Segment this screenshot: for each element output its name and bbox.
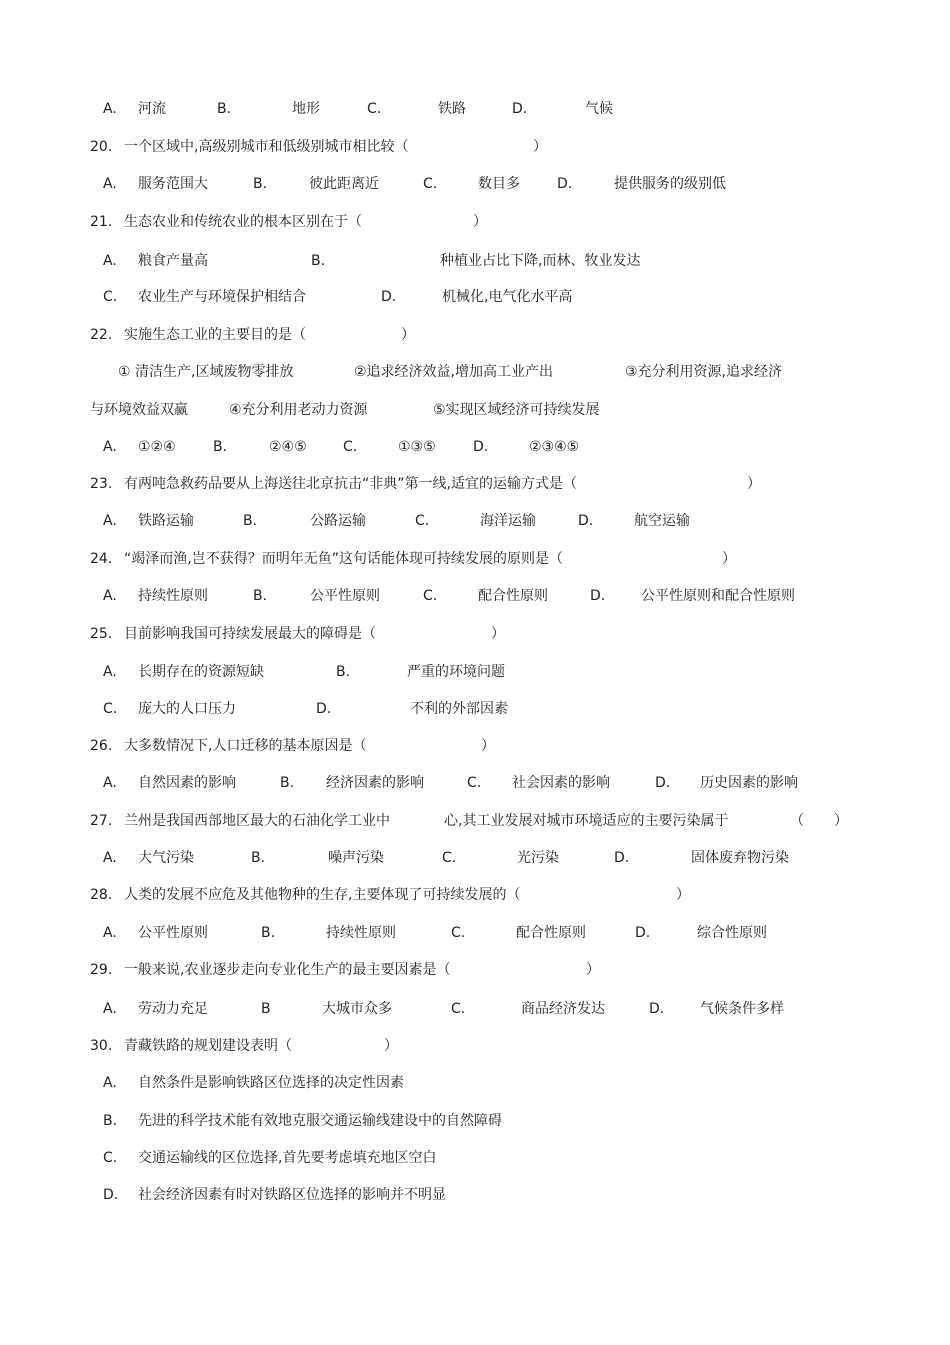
- option-letter: B.: [253, 176, 268, 192]
- answer-paren: ）: [747, 476, 761, 492]
- option-text: ①②④: [138, 439, 176, 455]
- option-letter: A.: [103, 253, 117, 269]
- option-text: 地形: [292, 101, 320, 117]
- question-number: 21.: [90, 214, 113, 230]
- option-letter: B.: [243, 513, 258, 529]
- option-text: 光污染: [517, 850, 559, 866]
- option-letter: B.: [213, 439, 228, 455]
- question-number: 25.: [90, 626, 113, 642]
- option-letter: A.: [103, 588, 117, 604]
- option-letter: C.: [415, 513, 430, 529]
- question-number: 23.: [90, 476, 113, 492]
- option-text: ①③⑤: [398, 439, 436, 455]
- question-stem: “竭泽而渔,岂不获得？而明年无鱼”这句话能体现可持续发展的原则是（: [124, 551, 563, 567]
- option-text: 持续性原则: [326, 925, 396, 941]
- option-letter: A.: [103, 664, 117, 680]
- option-text: 先进的科学技术能有效地克服交通运输线建设中的自然障碍: [138, 1113, 502, 1129]
- question-number: 26.: [90, 738, 113, 754]
- option-letter: B.: [217, 101, 232, 117]
- option-letter: D.: [557, 176, 573, 192]
- option-letter: A.: [103, 176, 117, 192]
- option-text: 服务范围大: [138, 176, 208, 192]
- question-stem: 青藏铁路的规划建设表明（: [124, 1038, 292, 1054]
- option-letter: A.: [103, 925, 117, 941]
- option-letter: D.: [590, 588, 606, 604]
- option-letter: A.: [103, 850, 117, 866]
- option-letter: B.: [103, 1113, 118, 1129]
- option-text: 气候: [585, 101, 613, 117]
- option-text: 种植业占比下降,而林、牧业发达: [440, 253, 641, 269]
- option-letter: C.: [423, 588, 438, 604]
- option-text: 严重的环境问题: [407, 664, 505, 680]
- option-letter: D.: [473, 439, 489, 455]
- option-letter: B.: [336, 664, 351, 680]
- answer-paren: ）: [401, 327, 415, 343]
- option-letter: B.: [261, 925, 276, 941]
- option-text: ②追求经济效益,增加高工业产出: [354, 364, 554, 380]
- option-letter: B.: [251, 850, 266, 866]
- option-text: 铁路运输: [138, 513, 194, 529]
- option-text: ②③④⑤: [529, 439, 580, 455]
- option-text: 与环境效益双赢: [90, 402, 188, 418]
- answer-paren: ）: [722, 551, 736, 567]
- question-number: 20.: [90, 139, 113, 155]
- question-stem: 实施生态工业的主要目的是（: [124, 327, 306, 343]
- option-letter: A.: [103, 513, 117, 529]
- option-text: 庞大的人口压力: [138, 701, 236, 717]
- answer-paren: （: [790, 813, 804, 829]
- option-text: 交通运输线的区位选择,首先要考虑填充地区空白: [138, 1150, 437, 1166]
- question-stem: 大多数情况下,人口迁移的基本原因是（: [124, 738, 367, 754]
- question-number: 24.: [90, 551, 113, 567]
- option-text: 大气污染: [138, 850, 194, 866]
- option-text: 长期存在的资源短缺: [138, 664, 264, 680]
- option-text: 公平性原则: [138, 925, 208, 941]
- option-text: 公平性原则: [310, 588, 380, 604]
- answer-paren: ）: [533, 139, 547, 155]
- option-text: 配合性原则: [516, 925, 586, 941]
- option-letter: D.: [649, 1001, 665, 1017]
- option-text: 历史因素的影响: [700, 775, 798, 791]
- option-text: 农业生产与环境保护相结合: [138, 289, 306, 305]
- option-text: 自然因素的影响: [138, 775, 236, 791]
- question-number: 27.: [90, 813, 113, 829]
- option-letter: D.: [103, 1187, 119, 1203]
- option-letter: A.: [103, 1075, 117, 1091]
- option-text: 气候条件多样: [700, 1001, 784, 1017]
- option-text: 航空运输: [634, 513, 690, 529]
- option-text: 社会经济因素有时对铁路区位选择的影响并不明显: [138, 1187, 446, 1203]
- option-text: 海洋运输: [480, 513, 536, 529]
- option-letter: C.: [423, 176, 438, 192]
- option-text: 劳动力充足: [138, 1001, 208, 1017]
- option-letter: C.: [343, 439, 358, 455]
- option-letter: C.: [467, 775, 482, 791]
- option-letter: C.: [367, 101, 382, 117]
- option-letter: A.: [103, 439, 117, 455]
- answer-paren: ）: [481, 738, 495, 754]
- option-letter: B.: [253, 588, 268, 604]
- question-stem: 一个区域中,高级别城市和低级别城市相比较（: [124, 139, 409, 155]
- option-text: 机械化,电气化水平高: [442, 289, 573, 305]
- option-text: 大城市众多: [322, 1001, 392, 1017]
- question-number: 28.: [90, 887, 113, 903]
- option-letter: D.: [381, 289, 397, 305]
- option-letter: B: [261, 1001, 271, 1017]
- option-text: 配合性原则: [478, 588, 548, 604]
- option-text: 持续性原则: [138, 588, 208, 604]
- option-letter: C.: [451, 925, 466, 941]
- question-number: 30.: [90, 1038, 113, 1054]
- option-letter: C.: [103, 289, 118, 305]
- answer-paren: ）: [384, 1038, 398, 1054]
- option-text: 粮食产量高: [138, 253, 208, 269]
- option-letter: B.: [280, 775, 295, 791]
- option-text: 铁路: [438, 101, 466, 117]
- option-text: 数目多: [478, 176, 520, 192]
- option-text: 不利的外部因素: [410, 701, 508, 717]
- option-text: 经济因素的影响: [326, 775, 424, 791]
- question-stem: 有两吨急救药品要从上海送往北京抗击“非典”第一线,适宜的运输方式是（: [124, 476, 577, 492]
- question-stem: 生态农业和传统农业的根本区别在于（: [124, 214, 362, 230]
- answer-paren: ）: [491, 626, 505, 642]
- option-text: 噪声污染: [328, 850, 384, 866]
- option-letter: D.: [635, 925, 651, 941]
- question-number: 22.: [90, 327, 113, 343]
- option-text: ⑤实现区域经济可持续发展: [433, 402, 600, 418]
- option-letter: D.: [578, 513, 594, 529]
- option-text: ④充分利用老动力资源: [229, 402, 368, 418]
- answer-paren: ）: [586, 962, 600, 978]
- question-stem: 心,其工业发展对城市环境适应的主要污染属于: [444, 813, 729, 829]
- option-text: 商品经济发达: [521, 1001, 605, 1017]
- question-stem: 兰州是我国西部地区最大的石油化学工业中: [124, 813, 390, 829]
- option-letter: B.: [311, 253, 326, 269]
- option-letter: C.: [442, 850, 457, 866]
- option-text: 综合性原则: [697, 925, 767, 941]
- option-text: 彼此距离近: [309, 176, 379, 192]
- option-text: ②④⑤: [269, 439, 307, 455]
- answer-paren: ）: [676, 887, 690, 903]
- option-letter: A.: [103, 1001, 117, 1017]
- question-stem: 目前影响我国可持续发展最大的障碍是（: [124, 626, 376, 642]
- option-text: 社会因素的影响: [512, 775, 610, 791]
- option-text: 固体废弃物污染: [691, 850, 789, 866]
- option-text: 公路运输: [310, 513, 366, 529]
- question-stem: 人类的发展不应危及其他物种的生存,主要体现了可持续发展的（: [124, 887, 521, 903]
- option-text: 河流: [138, 101, 166, 117]
- option-text: 提供服务的级别低: [614, 176, 726, 192]
- option-letter: C.: [103, 701, 118, 717]
- option-text: ① 清洁生产,区域废物零排放: [118, 364, 294, 380]
- answer-paren: ）: [834, 813, 848, 829]
- option-letter: D.: [655, 775, 671, 791]
- question-number: 29.: [90, 962, 113, 978]
- option-letter: C.: [451, 1001, 466, 1017]
- option-text: ③充分利用资源,追求经济: [625, 364, 783, 380]
- option-letter: D.: [614, 850, 630, 866]
- option-letter: D.: [512, 101, 528, 117]
- option-letter: D.: [316, 701, 332, 717]
- option-text: 自然条件是影响铁路区位选择的决定性因素: [138, 1075, 404, 1091]
- answer-paren: ）: [473, 214, 487, 230]
- option-letter: A.: [103, 101, 117, 117]
- option-letter: A.: [103, 775, 117, 791]
- question-stem: 一般来说,农业逐步走向专业化生产的最主要因素是（: [124, 962, 451, 978]
- option-letter: C.: [103, 1150, 118, 1166]
- option-text: 公平性原则和配合性原则: [641, 588, 795, 604]
